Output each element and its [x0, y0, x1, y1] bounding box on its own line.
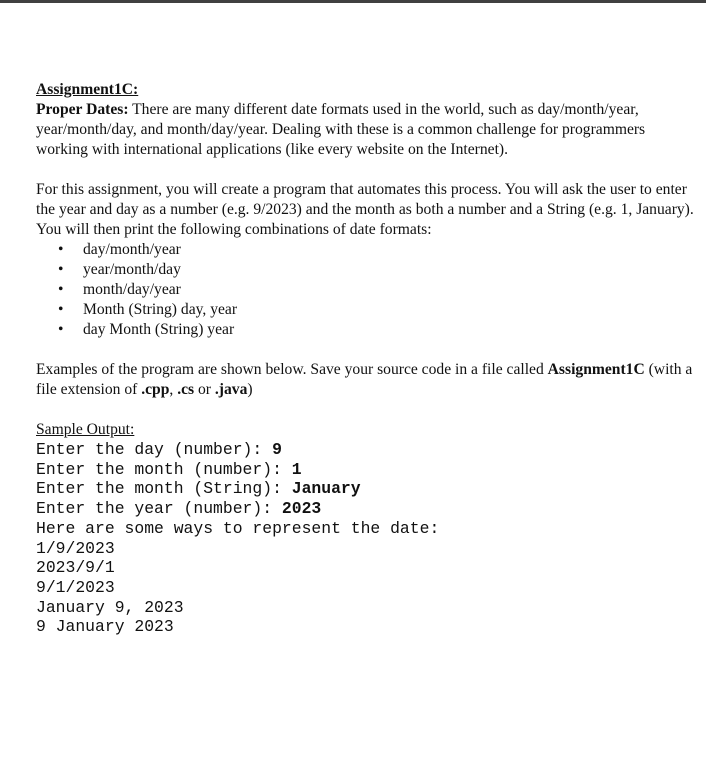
filename: Assignment1C — [547, 361, 645, 378]
console-output: 9 January 2023 — [36, 617, 174, 637]
bullet-icon: • — [58, 281, 64, 298]
list-item — [36, 260, 696, 280]
console-line — [36, 479, 696, 499]
console-input: 2023 — [281, 499, 322, 519]
console-output: January 9, 2023 — [36, 597, 184, 617]
sample-output-label: Sample Output: — [36, 421, 135, 438]
console-input: January — [291, 479, 361, 499]
console-line — [36, 440, 696, 460]
format-item-text: month/day/year — [83, 281, 181, 298]
list-item — [36, 320, 696, 340]
console-output: 1/9/2023 — [36, 538, 115, 558]
console-line — [36, 499, 696, 519]
examples-paragraph — [36, 360, 696, 400]
console-output: 9/1/2023 — [36, 577, 115, 597]
bullet-icon: • — [58, 241, 64, 258]
file-extension: .cpp — [141, 381, 170, 398]
assignment-document — [36, 80, 696, 637]
separator: , — [169, 381, 178, 398]
console-prompt: Enter the month (String): — [36, 479, 292, 499]
list-item — [36, 240, 696, 260]
sample-output-block — [36, 440, 696, 637]
list-item — [36, 300, 696, 320]
examples-text: ) — [247, 381, 253, 398]
examples-text: Examples of the program are shown below. Save your source code in a file called — [36, 361, 548, 378]
console-input: 1 — [291, 459, 302, 479]
format-item-text: Month (String) day, year — [83, 301, 238, 318]
console-input: 9 — [272, 440, 282, 459]
date-format-list — [36, 240, 696, 340]
format-item-text: year/month/day — [83, 261, 181, 278]
format-item-text: day Month (String) year — [83, 321, 235, 338]
console-line — [36, 460, 696, 480]
task-paragraph: For this assignment, you will create a program that automates this process. You will ask the user to enter the year and day as a number (e.g. 9/2023) and the month as both a number and a String (e.g. 1, January). You will then print the following combinations of date formats: — [36, 181, 694, 238]
file-extension: .java — [214, 381, 248, 398]
top-border — [0, 0, 706, 3]
bullet-icon: • — [58, 261, 64, 278]
intro-bold-label: Proper Dates: — [36, 101, 129, 118]
intro-text: There are many different date formats used in the world, such as day/month/year, year/month/day, and month/day/year. Dealing with these is a common challenge for programmers working with international applications (like every website on the Internet). — [36, 101, 646, 158]
bullet-icon: • — [58, 321, 64, 338]
examples-text: (with a file extension of — [36, 361, 693, 398]
console-prompt: Enter the day (number): — [36, 440, 273, 459]
format-item-text: day/month/year — [83, 241, 181, 258]
assignment-heading: Assignment1C: — [36, 81, 139, 98]
console-prompt: Enter the month (number): — [36, 459, 292, 479]
list-item — [36, 280, 696, 300]
console-output: 2023/9/1 — [36, 558, 115, 578]
bullet-icon: • — [58, 301, 64, 318]
separator: or — [194, 381, 215, 398]
console-output: Here are some ways to represent the date: — [36, 518, 440, 538]
intro-paragraph — [36, 100, 696, 160]
file-extension: .cs — [177, 381, 195, 398]
console-prompt: Enter the year (number): — [36, 499, 282, 519]
